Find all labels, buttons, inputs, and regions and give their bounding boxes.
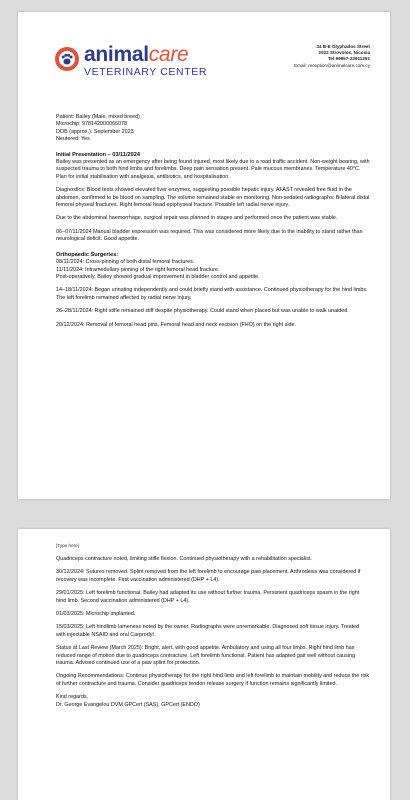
surgery-entry-2: 11/11/2024: Intramedullary pinning of the right femoral head fracture. [56,266,220,273]
bladder-paragraph: 06–07/11/2024 Manual bladder expression was required. This was considered more likely due to the inability to stand rather than neurological deficit. Good appetite. [56,228,363,243]
patient-dob: DOB (approx.): September 2023 [56,128,134,135]
lameness-paragraph: 15/03/2025: Left hindlimb lameness noted by the owner. Radiographs were unremarkable. Diagnosed soft tissue injury. Treated with injectable NSAID and oral Carprodyl. [56,624,360,638]
contracture-paragraph: Quadriceps contracture noted, limiting stifle flexion. Continued physiotherapy with a rehabilitation specialist. [56,556,312,562]
sutures-paragraph: 30/12/2024: Sutures removed. Splint removed from the left forelimb to encourage paw placement. Arthrodesis was considered if recovery was incomplete. First vaccination administered (DHP + L4). [56,569,361,583]
brand-name [84,44,207,65]
orthopaedic-heading: Orthopaedic Surgeries: [56,251,119,258]
clinic-logo [54,44,207,78]
letterhead [56,40,370,100]
progress-entry-1: 14–18/11/2024: Began urinating independently and could briefly stand with assistance. Continued physiotherapy for the hind limbs. The left forelimb remained affected by radial nerve injury. [56,287,368,301]
patient-details [56,114,370,144]
initial-presentation-heading: Initial Presentation – 03/11/2024 [56,151,140,158]
brand-care: care [148,43,189,66]
letter-page-2 [18,529,390,800]
letter-page-1 [18,12,390,499]
initial-paragraph: Bailey was presented as an emergency after being found injured, most likely due to a road traffic accident. Non-weight bearing, with suspected trauma to both hind limbs and forelimbs. Deep pain sensation present. Pale mucous membranes. Temperature 40°C. Plan for initial stabilisation with analgesia, antibiotics, and hospitalisation. [56,159,370,180]
diagnostics-paragraph: Diagnostics: Blood tests showed elevated liver enzymes, suggesting possible hepatic injury. AFAST revealed free fluid in the abdomen, confirmed to be blood on sampling. The volume remained stable on monitoring. Non-sedated radiographs: Bilateral distal femoral physeal fractures. Right femoral head epiphyseal fracture. Possible left radial nerve injury. [56,187,370,209]
patient-microchip: Microchip: 978142000066078 [56,121,128,128]
address-line-1: 34 B-E Glyphados Street [316,44,370,49]
address-line-2: 2022 Strovolos, Nicosia [318,50,370,56]
recommendations-paragraph: Ongoing Recommendations: Continue physiotherapy for the right hind limb and left forelimb to maintain mobility and reduce the risk of further contracture and trauma. Consider quadriceps tendon release surgery if function remains significantly limited. [56,673,370,687]
signer-name: Dr. George Evangelou DVM GPCert (SAS), GPCert (ENDO) [56,701,200,708]
progress-entry-2: 26–28/11/2024: Right stifle remained stiff despite physiotherapy. Could stand when placed but was unable to walk unaided. [56,308,349,315]
forelimb-paragraph: 29/01/2025: Left forelimb functional. Bailey had adapted its use without further trauma. Persistent quadriceps spasm in the right hind limb. Second vaccination administered (DHP + L4). [56,590,360,604]
clinic-email: Email: reception@animalcare.com.cy [294,62,370,68]
kind-regards: Kind regards, [56,694,89,701]
paw-logo-icon [54,46,80,72]
patient-neutered: Neutered: Yes [56,136,90,143]
address-line-3: Tel 99957-22911251 [327,56,370,62]
microchip-paragraph: 01/03/2025: Microchip implanted. [56,611,136,618]
surgery-entry-1: 08/11/2024: Cross-pinning of both distal femoral fractures. [56,259,195,266]
brand-animal: animal [84,43,149,66]
post-op-note: Post-operatively, Bailey showed gradual improvement in bladder control and appetite. [56,273,260,280]
progress-entry-3: 20/12/2024: Removal of femoral head pins. Femoral head and neck excision (FHO) on the right side. [56,321,297,328]
clinic-address [294,44,370,69]
surgery-plan-paragraph: Due to the abdominal haemorrhage, surgical repair was planned in stages and performed once the patient was stable. [56,215,338,222]
status-paragraph: Status at Last Review (March 2025): Bright, alert, with good appetite. Ambulatory and using all four limbs. Right hind limb has reduced range of motion due to quadriceps contracture. Left forelimb functional. Patient has adapted gait well without causing trauma. Advised continued use of a paw splint for protection. [56,645,356,667]
brand-subtitle: VETERINARY CENTER [84,66,208,78]
patient-name: Patient: Bailey (Male, mixed breed) [56,114,140,120]
type-here-placeholder: [Type here] [56,543,79,548]
